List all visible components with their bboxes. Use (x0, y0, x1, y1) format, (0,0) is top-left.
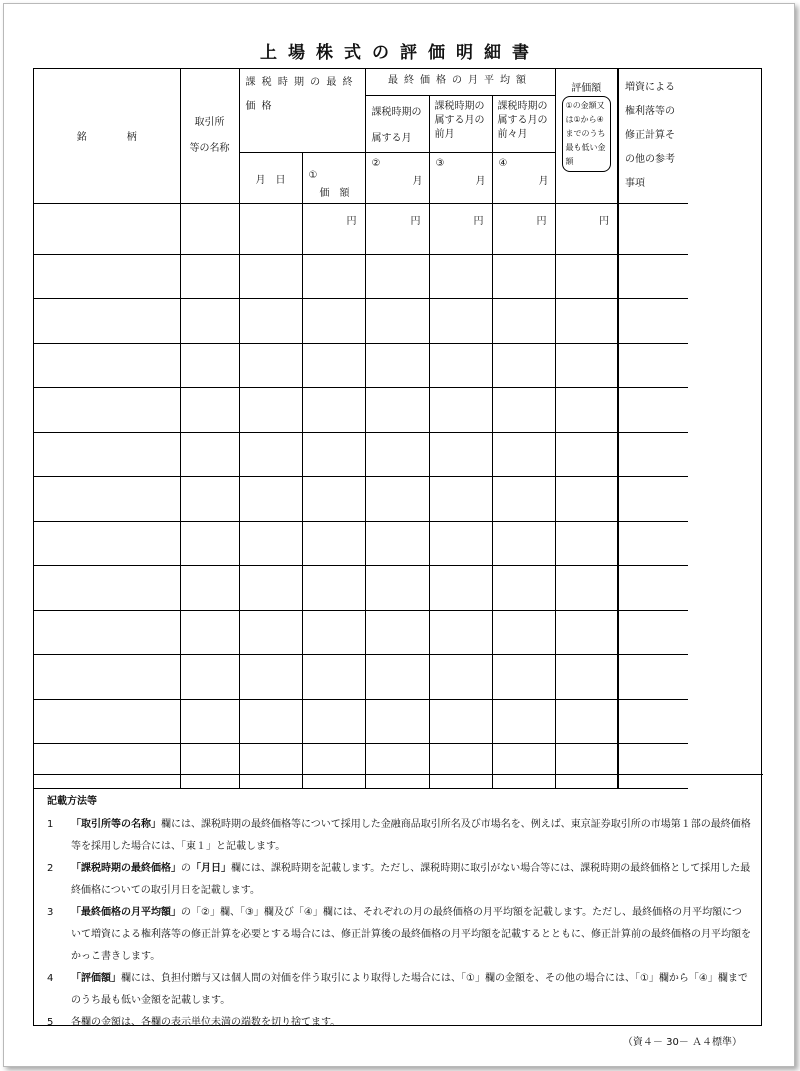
header-kagaku (302, 152, 365, 203)
table-row (34, 254, 800, 299)
valuation-form-frame (33, 68, 762, 1026)
cell-tsuki-hi[interactable] (239, 343, 302, 388)
cell-hyoka[interactable] (555, 521, 618, 566)
cell-avg-2[interactable] (365, 299, 429, 344)
cell-avg-2[interactable]: 円 (365, 203, 429, 254)
cell-torihikisho[interactable] (180, 477, 239, 522)
cell-avg-4[interactable] (492, 477, 555, 522)
cell-avg-2[interactable] (365, 566, 429, 611)
cell-avg-4[interactable] (492, 254, 555, 299)
cell-kagaku[interactable] (302, 388, 365, 433)
cell-avg-4[interactable] (492, 521, 555, 566)
header-sanko (618, 69, 688, 203)
cell-hyoka[interactable] (555, 388, 618, 433)
cell-avg-4[interactable] (492, 388, 555, 433)
table-row (34, 699, 800, 744)
cell-avg-2[interactable] (365, 655, 429, 700)
table-row (34, 521, 800, 566)
header-kazei-saishu (239, 69, 365, 152)
cell-avg-3[interactable]: 円 (429, 203, 492, 254)
notes-title: 記載方法等 (47, 796, 97, 807)
note-item (47, 1012, 751, 1034)
cell-avg-3[interactable] (429, 699, 492, 744)
cell-meigara[interactable] (34, 203, 180, 254)
cell-torihikisho[interactable] (180, 388, 239, 433)
header-num4-unit: 月 (538, 175, 549, 187)
note-body: 欄には、課税時期を記載します。ただし、課税時期に取引がない場合等には、課税時期の最終価格として採用した最終価格についての取引月日を記載します。 (71, 863, 751, 896)
cell-kagaku[interactable] (302, 432, 365, 477)
cell-tsuki-hi[interactable] (239, 203, 302, 254)
note-text (71, 968, 751, 1012)
header-num2: ② (371, 157, 381, 169)
cell-torihikisho[interactable] (180, 566, 239, 611)
cell-hyoka[interactable]: 円 (555, 203, 618, 254)
table-row (34, 299, 800, 344)
cell-avg-4[interactable] (492, 699, 555, 744)
cell-meigara[interactable] (34, 699, 180, 744)
note-number: 2 (47, 863, 54, 874)
header-col4-label: 課税時期の属する月の前々月 (492, 95, 555, 152)
cell-sanko[interactable] (618, 388, 688, 433)
cell-tsuki-hi[interactable] (239, 566, 302, 611)
cell-tsuki-hi[interactable] (239, 254, 302, 299)
header-hyoka (555, 69, 618, 203)
cell-tsuki-hi[interactable] (239, 655, 302, 700)
cell-avg-4[interactable] (492, 343, 555, 388)
table-row (34, 388, 800, 433)
header-kazei-saishu-label: 課税時期の最終価格 (245, 77, 359, 112)
table-row (34, 610, 800, 655)
note-item (47, 902, 751, 968)
header-sanko-label: 増資による権利落等の修正計算その他の参考事項 (625, 81, 676, 189)
header-torihikisho-line2: 等の名称 (189, 142, 230, 154)
cell-hyoka[interactable] (555, 254, 618, 299)
cell-tsuki-hi[interactable] (239, 299, 302, 344)
header-kagaku-label: 価 額 (319, 187, 350, 199)
form-footer-code: （資４－ 30－ Ａ４標準） (622, 1037, 742, 1048)
table-row (34, 343, 800, 388)
table-row (34, 477, 800, 522)
cell-kagaku[interactable] (302, 566, 365, 611)
cell-hyoka[interactable] (555, 566, 618, 611)
note-heading-2: 「月日」 (191, 863, 231, 874)
note-body: 欄には、課税時期の最終価格等について採用した金融商品取引所名及び市場名を、例えば、東京証券取引所の市場第１部の最終価格等を採用した場合には、「東１」と記載します。 (71, 819, 751, 852)
cell-sanko[interactable] (618, 299, 688, 344)
note-body: 各欄の金額は、各欄の表示単位未満の端数を切り捨てます。 (71, 1017, 341, 1028)
cell-kagaku[interactable] (302, 477, 365, 522)
cell-hyoka[interactable] (555, 699, 618, 744)
cell-avg-4[interactable] (492, 655, 555, 700)
cell-avg-3[interactable] (429, 610, 492, 655)
note-number: 4 (47, 973, 54, 984)
header-num2-cell (365, 152, 429, 203)
cell-avg-3[interactable] (429, 477, 492, 522)
cell-hyoka[interactable] (555, 432, 618, 477)
cell-tsuki-hi[interactable] (239, 432, 302, 477)
note-connector: の (181, 863, 191, 874)
header-col2-label: 課税時期の属する月 (365, 95, 429, 152)
cell-avg-2[interactable] (365, 343, 429, 388)
header-num4: ④ (498, 157, 508, 169)
cell-avg-3[interactable] (429, 343, 492, 388)
cell-avg-2[interactable] (365, 388, 429, 433)
header-col3-label: 課税時期の属する月の前月 (429, 95, 492, 152)
note-heading: 「評価額」 (71, 973, 121, 984)
cell-kagaku[interactable] (302, 254, 365, 299)
cell-avg-3[interactable] (429, 655, 492, 700)
cell-avg-4[interactable] (492, 299, 555, 344)
cell-meigara[interactable] (34, 254, 180, 299)
note-item (47, 858, 751, 902)
header-heikin (365, 69, 555, 95)
cell-kagaku[interactable]: 円 (302, 203, 365, 254)
cell-meigara[interactable] (34, 477, 180, 522)
header-kagaku-num: ① (308, 169, 318, 181)
header-num4-cell (492, 152, 555, 203)
cell-avg-3[interactable] (429, 388, 492, 433)
cell-avg-2[interactable] (365, 521, 429, 566)
cell-avg-2[interactable] (365, 699, 429, 744)
cell-sanko[interactable] (618, 254, 688, 299)
cell-meigara[interactable] (34, 432, 180, 477)
cell-tsuki-hi[interactable] (239, 610, 302, 655)
cell-sanko[interactable] (618, 203, 688, 254)
cell-hyoka[interactable] (555, 343, 618, 388)
header-meigara (34, 69, 180, 203)
note-heading: 「最終価格の月平均額」 (71, 907, 181, 918)
cell-avg-3[interactable] (429, 432, 492, 477)
cell-sanko[interactable] (618, 432, 688, 477)
cell-sanko[interactable] (618, 343, 688, 388)
note-body: の「②」欄、「③」欄及び「④」欄には、それぞれの月の最終価格の月平均額を記載します。ただし、最終価格の月平均額について増資による権利落等の修正計算を必要とする場合には、修正計算後の最終価格の月平均額を記載するとともに、修正計算前の最終価格の月平均額をかっこ書きします。 (71, 907, 751, 962)
cell-meigara[interactable] (34, 610, 180, 655)
cell-torihikisho[interactable] (180, 655, 239, 700)
cell-meigara[interactable] (34, 388, 180, 433)
cell-avg-4[interactable]: 円 (492, 203, 555, 254)
cell-meigara[interactable] (34, 566, 180, 611)
cell-tsuki-hi[interactable] (239, 477, 302, 522)
cell-avg-3[interactable] (429, 521, 492, 566)
cell-meigara[interactable] (34, 343, 180, 388)
cell-sanko[interactable] (618, 610, 688, 655)
cell-hyoka[interactable] (555, 299, 618, 344)
note-number: 1 (47, 819, 54, 830)
cell-kagaku[interactable] (302, 299, 365, 344)
cell-hyoka[interactable] (555, 610, 618, 655)
header-hyoka-note: ①の金額又は①から④までのうち最も低い金額 (562, 96, 612, 172)
note-body: 欄には、負担付贈与又は個人間の対価を伴う取引により取得した場合には、「①」欄の金額を、その他の場合には、「①」欄から「④」欄までのうち最も低い金額を記載します。 (71, 973, 748, 1006)
table-row (34, 432, 800, 477)
valuation-table (34, 69, 800, 789)
cell-hyoka[interactable] (555, 655, 618, 700)
cell-avg-2[interactable] (365, 477, 429, 522)
note-text (71, 858, 751, 902)
note-item (47, 968, 751, 1012)
cell-kagaku[interactable] (302, 521, 365, 566)
cell-torihikisho[interactable] (180, 343, 239, 388)
cell-avg-4[interactable] (492, 610, 555, 655)
cell-sanko[interactable] (618, 521, 688, 566)
header-num3-cell (429, 152, 492, 203)
cell-sanko[interactable] (618, 699, 688, 744)
cell-kagaku[interactable] (302, 610, 365, 655)
header-meigara-label: 銘 柄 (76, 132, 137, 144)
header-torihikisho-line1: 取引所 (194, 116, 225, 128)
notes-section (34, 774, 763, 1026)
cell-meigara[interactable] (34, 521, 180, 566)
table-row (34, 203, 800, 254)
cell-kagaku[interactable] (302, 699, 365, 744)
cell-sanko[interactable] (618, 655, 688, 700)
table-row (34, 566, 800, 611)
notes-list (47, 814, 751, 1034)
note-item (47, 814, 751, 858)
header-torihikisho (180, 69, 239, 203)
note-heading: 「取引所等の名称」 (71, 819, 161, 830)
cell-sanko[interactable] (618, 566, 688, 611)
cell-kagaku[interactable] (302, 655, 365, 700)
cell-avg-2[interactable] (365, 610, 429, 655)
cell-avg-3[interactable] (429, 254, 492, 299)
note-number: 3 (47, 907, 54, 918)
cell-torihikisho[interactable] (180, 203, 239, 254)
table-row (34, 655, 800, 700)
cell-avg-3[interactable] (429, 299, 492, 344)
cell-torihikisho[interactable] (180, 254, 239, 299)
cell-tsuki-hi[interactable] (239, 521, 302, 566)
cell-avg-3[interactable] (429, 566, 492, 611)
cell-tsuki-hi[interactable] (239, 388, 302, 433)
note-number: 5 (47, 1017, 54, 1028)
cell-avg-2[interactable] (365, 254, 429, 299)
note-text (71, 1012, 751, 1034)
cell-kagaku[interactable] (302, 343, 365, 388)
note-text (71, 814, 751, 858)
cell-avg-2[interactable] (365, 432, 429, 477)
cell-avg-4[interactable] (492, 432, 555, 477)
cell-tsuki-hi[interactable] (239, 699, 302, 744)
header-hyoka-label: 評価額 (571, 83, 602, 94)
header-num3-unit: 月 (475, 175, 486, 187)
cell-sanko[interactable] (618, 477, 688, 522)
cell-avg-4[interactable] (492, 566, 555, 611)
cell-torihikisho[interactable] (180, 699, 239, 744)
header-num2-unit: 月 (412, 175, 423, 187)
cell-hyoka[interactable] (555, 477, 618, 522)
cell-torihikisho[interactable] (180, 610, 239, 655)
cell-meigara[interactable] (34, 655, 180, 700)
cell-meigara[interactable] (34, 299, 180, 344)
header-tsuki-hi: 月 日 (239, 152, 302, 203)
cell-torihikisho[interactable] (180, 432, 239, 477)
note-text (71, 902, 751, 968)
header-heikin-label: 最終価格の月平均額 (388, 75, 532, 86)
cell-torihikisho[interactable] (180, 521, 239, 566)
note-heading: 「課税時期の最終価格」 (71, 863, 181, 874)
page-title: 上場株式の評価明細書 (260, 43, 540, 63)
header-num3: ③ (435, 157, 445, 169)
cell-torihikisho[interactable] (180, 299, 239, 344)
